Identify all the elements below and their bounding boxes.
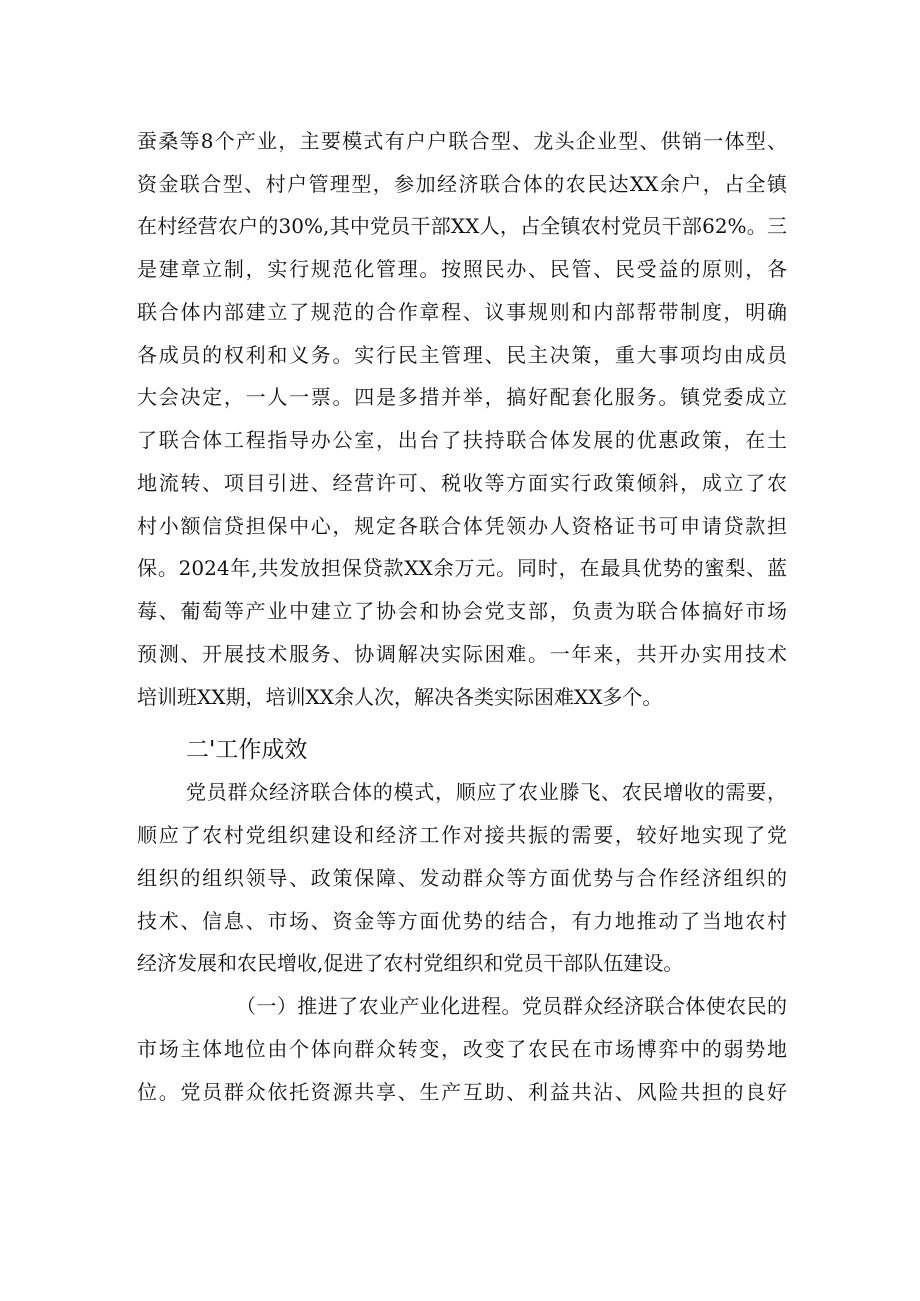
paragraph1-line: 村小额信贷担保中心，规定各联合体凭领办人资格证书可申请贷款担 — [137, 514, 787, 538]
section-heading: 二'工作成效 — [186, 737, 308, 763]
paragraph1-line: 资金联合型、村户管理型，参加经济联合体的农民达XX余户，占全镇 — [137, 172, 787, 196]
paragraph2-line: 经济发展和农民增收,促进了农村党组织和党员干部队伍建设。 — [137, 951, 684, 975]
paragraph1-line: 在村经营农户的30%,其中党员干部XX人，占全镇农村党员干部62%。三 — [137, 214, 787, 238]
paragraph1-line: 预测、开展技术服务、协调解决实际困难。一年来，共开办实用技术 — [137, 642, 787, 666]
paragraph1-line: 地流转、项目引进、经营许可、税收等方面实行政策倾斜，成立了农 — [137, 471, 787, 495]
paragraph1-line: 蚕桑等8个产业，主要模式有户户联合型、龙头企业型、供销一体型、 — [137, 129, 787, 153]
paragraph1-line: 大会决定，一人一票。四是多措并举，搞好配套化服务。镇党委成立 — [137, 385, 787, 409]
paragraph1-line: 各成员的权利和义务。实行民主管理、民主决策，重大事项均由成员 — [137, 343, 787, 367]
paragraph2-line: 组织的组织领导、政策保障、发动群众等方面优势与合作经济组织的 — [137, 866, 787, 890]
paragraph1-line: 培训班XX期，培训XX余人次，解决各类实际困难XX多个。 — [137, 685, 663, 709]
paragraph3-line: 位。党员群众依托资源共享、生产互助、利益共沾、风险共担的良好 — [137, 1080, 787, 1104]
paragraph1-line: 保。2024年,共发放担保贷款XX余万元。同时，在最具优势的蜜梨、蓝 — [137, 556, 787, 580]
paragraph2-line: 顺应了农村党组织建设和经济工作对接共振的需要，较好地实现了党 — [137, 823, 787, 847]
paragraph1-line: 莓、葡萄等产业中建立了协会和协会党支部，负责为联合体搞好市场 — [137, 599, 787, 623]
paragraph3-line: 市场主体地位由个体向群众转变，改变了农民在市场博弈中的弱势地 — [137, 1037, 787, 1061]
paragraph3-line: （一）推进了农业产业化进程。党员群众经济联合体使农民的 — [236, 994, 787, 1018]
paragraph1-line: 了联合体工程指导办公室，出台了扶持联合体发展的优惠政策，在土 — [137, 428, 787, 452]
paragraph2-line: 党员群众经济联合体的模式，顺应了农业滕飞、农民增收的需要， — [186, 780, 787, 804]
paragraph1-line: 是建章立制，实行规范化管理。按照民办、民管、民受益的原则，各 — [137, 257, 787, 281]
paragraph1-line: 联合体内部建立了规范的合作章程、议事规则和内部帮带制度，明确 — [137, 300, 787, 324]
paragraph2-line: 技术、信息、市场、资金等方面优势的结合，有力地推动了当地农村 — [137, 909, 787, 933]
